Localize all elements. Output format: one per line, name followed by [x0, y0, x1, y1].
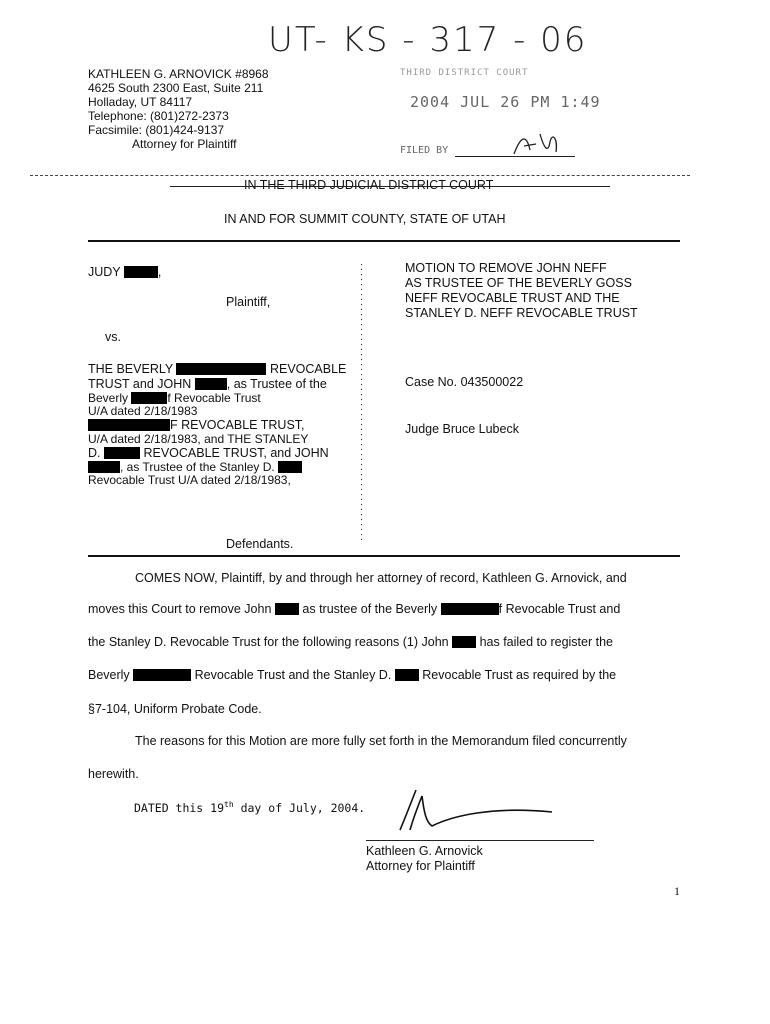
redaction: [441, 603, 499, 615]
redaction: [176, 363, 266, 375]
signer-role: Attorney for Plaintiff: [366, 859, 475, 873]
caption-colon-column: : : : : : : : : : : : : : : : : : : : : : : : : : : : :: [360, 261, 364, 543]
redaction: [275, 603, 299, 615]
redaction: [133, 669, 191, 681]
redaction: [395, 669, 419, 681]
attorney-telephone: Telephone: (801)272-2373: [88, 109, 229, 123]
signature-line: [366, 840, 594, 841]
redaction: [452, 636, 476, 648]
redaction: [278, 461, 302, 473]
attorney-role: Attorney for Plaintiff: [132, 137, 237, 151]
top-rule: [30, 175, 690, 176]
stamp-date: 2004 JUL 26 PM 1:49: [410, 93, 601, 111]
attorney-name: KATHLEEN G. ARNOVICK #8968: [88, 67, 269, 81]
court-name-underline: [170, 186, 610, 187]
defendants-label: Defendants.: [226, 537, 294, 551]
court-name: IN THE THIRD JUDICIAL DISTRICT COURT: [244, 178, 494, 192]
handwritten-case-number: UT- KS - 317 - 06: [268, 20, 588, 60]
attorney-address-line1: 4625 South 2300 East, Suite 211: [88, 81, 264, 95]
body-paragraph-1-line-3: the Stanley D. Revocable Trust for the following reasons (1) John has failed to register the: [88, 635, 613, 649]
body-paragraph-1-line-1: COMES NOW, Plaintiff, by and through her attorney of record, Kathleen G. Arnovick, and: [135, 571, 627, 585]
redaction: [88, 419, 170, 431]
clerk-initials-signature: [510, 128, 570, 160]
attorney-facsimile: Facsimile: (801)424-9137: [88, 123, 225, 137]
body-paragraph-1-line-4: Beverly Revocable Trust and the Stanley D. Revocable Trust as required by the: [88, 668, 617, 682]
body-paragraph-1-line-5: §7-104, Uniform Probate Code.: [88, 702, 262, 716]
plaintiff-name: JUDY ,: [88, 265, 162, 279]
redaction: [104, 447, 140, 459]
caption-top-rule: [88, 240, 680, 242]
redaction: [131, 392, 167, 404]
motion-title: MOTION TO REMOVE JOHN NEFF AS TRUSTEE OF THE BEVERLY GOSS NEFF REVOCABLE TRUST AND THE STANLEY D. NEFF REVOCABLE TRUST: [405, 261, 638, 320]
attorney-header: [88, 67, 269, 151]
redaction: [195, 378, 227, 390]
defendants-caption: THE BEVERLY REVOCABLE TRUST and JOHN , as Trustee of the Beverly f Revocable Trust U/A dated 2/18/1983 F REVOCABLE TRUST, U/A dated 2/18/1983, and THE STANLEY D. REVOCABLE TRUST, and JOHN , as Trustee of the Stanley D. Revocable Trust U/A dated 2/18/1983,: [88, 362, 347, 487]
plaintiff-label: Plaintiff,: [226, 295, 271, 309]
signature-block: [366, 844, 483, 874]
stamp-district: THIRD DISTRICT COURT: [400, 68, 529, 78]
body-paragraph-2-line-1: The reasons for this Motion are more fully set forth in the Memorandum filed concurrently: [135, 734, 627, 748]
body-paragraph-1-line-2: moves this Court to remove John as trustee of the Beverly f Revocable Trust and: [88, 602, 621, 616]
case-number: Case No. 043500022: [405, 375, 524, 389]
attorney-address-line2: Holladay, UT 84117: [88, 95, 193, 109]
stamp-filed-by: FILED BY: [400, 145, 449, 156]
dated-line: DATED this 19th day of July, 2004.: [134, 800, 366, 815]
page-number: 1: [674, 884, 680, 898]
redaction: [124, 266, 158, 278]
attorney-signature: [392, 786, 562, 836]
redaction: [88, 461, 120, 473]
signer-name: Kathleen G. Arnovick: [366, 844, 483, 858]
court-county: IN AND FOR SUMMIT COUNTY, STATE OF UTAH: [224, 212, 506, 226]
versus: vs.: [105, 330, 121, 344]
judge-name: Judge Bruce Lubeck: [405, 422, 519, 436]
body-paragraph-2-line-2: herewith.: [88, 767, 139, 781]
caption-bottom-rule: [88, 555, 680, 557]
